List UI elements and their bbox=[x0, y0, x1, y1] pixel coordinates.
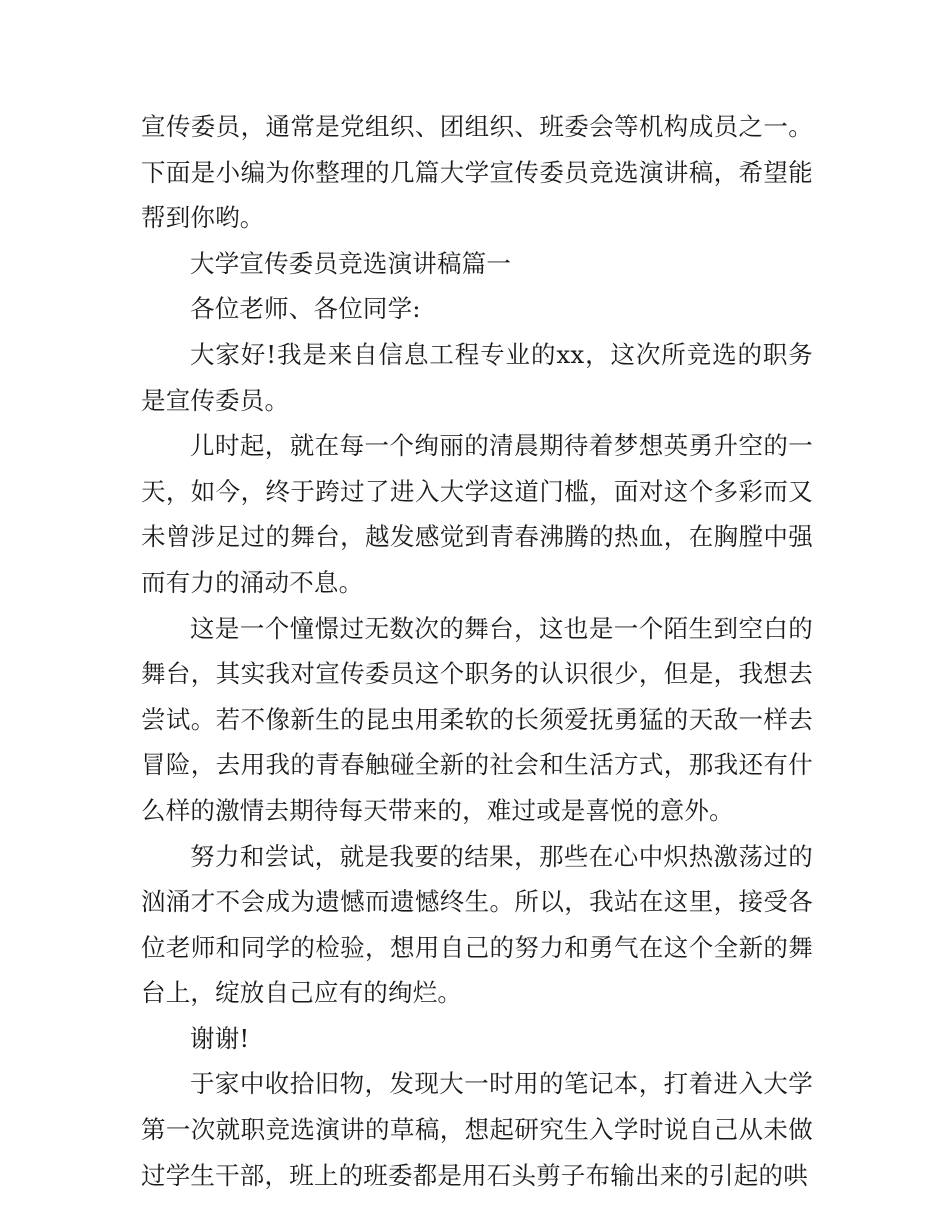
body-paragraph: 这是一个憧憬过无数次的舞台，这也是一个陌生到空白的舞台，其实我对宣传委员这个职务的认识很少，但是，我想去尝试。若不像新生的昆虫用柔软的长须爱抚勇猛的天敌一样去冒险，去用我的青春触碰全新的社会和生活方式，那我还有什么样的激情去期待每天带来的，难过或是喜悦的意外。 bbox=[141, 613, 813, 825]
intro-paragraph: 宣传委员，通常是党组织、团组织、班委会等机构成员之一。下面是小编为你整理的几篇大学宣传委员竞选演讲稿，希望能帮到你哟。 bbox=[141, 112, 813, 233]
body-paragraph: 于家中收拾旧物，发现大一时用的笔记本，打着进入大学第一次就职竞选演讲的草稿，想起研究生入学时说自己从未做过学生干部，班上的班委都是用石头剪子布输出来的引起的哄 bbox=[141, 1069, 813, 1190]
body-paragraph: 大家好!我是来自信息工程专业的xx，这次所竞选的职务是宣传委员。 bbox=[141, 339, 813, 415]
body-paragraph: 努力和尝试，就是我要的结果，那些在心中炽热激荡过的汹涌才不会成为遗憾而遗憾终生。所以，我站在这里，接受各位老师和同学的检验，想用自己的努力和勇气在这个全新的舞台上，绽放自己应有的绚烂。 bbox=[141, 841, 813, 1008]
body-paragraph: 儿时起，就在每一个绚丽的清晨期待着梦想英勇升空的一天，如今，终于跨过了进入大学这道门槛，面对这个多彩而又未曾涉足过的舞台，越发感觉到青春沸腾的热血，在胸膛中强而有力的涌动不息。 bbox=[141, 431, 813, 597]
article-title: 大学宣传委员竞选演讲稿篇一 bbox=[190, 248, 512, 278]
salutation: 各位老师、各位同学: bbox=[190, 294, 421, 324]
closing-thanks: 谢谢! bbox=[190, 1023, 250, 1053]
document-body bbox=[141, 104, 813, 1198]
